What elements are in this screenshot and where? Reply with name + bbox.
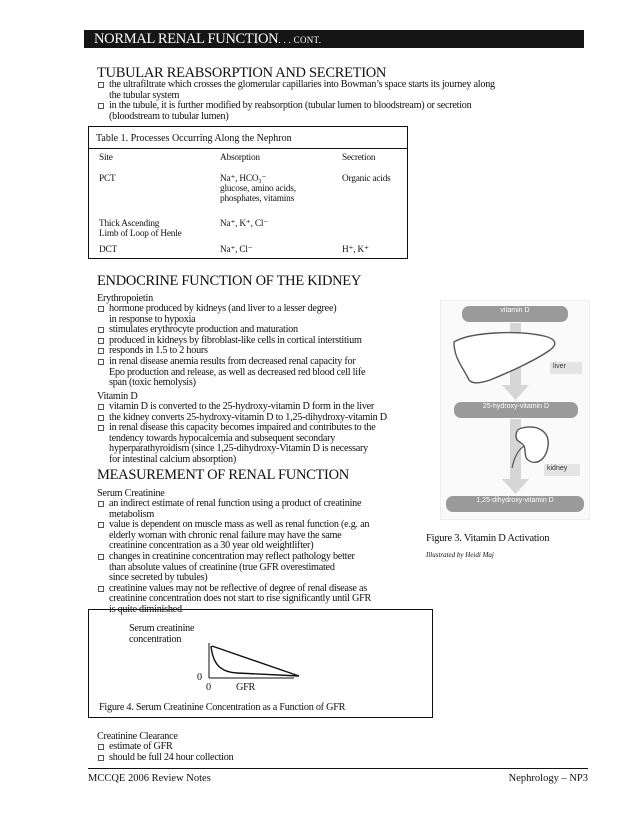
bullet-item (97, 499, 427, 520)
footer-divider (88, 768, 588, 769)
text-line: H⁺, K⁺ (342, 245, 369, 255)
text-line: glucose, amino acids, (220, 184, 296, 195)
bullet-line: produced in kidneys by fibroblast-like cells in cortical interstitium (109, 334, 362, 346)
bullet-line: hormone produced by kidneys (and liver to a lesser degree) (109, 303, 337, 314)
liver-label: liver (553, 363, 566, 370)
bullet-box-icon (98, 586, 104, 592)
arrow-shaft-icon (510, 419, 521, 479)
table-header-secretion: Secretion (342, 153, 376, 163)
bullet-line: creatinine concentration does not start to rise significantly until GFR (109, 593, 372, 605)
bullet-box-icon (98, 744, 104, 750)
bullet-line: Epo production and release, as well as decreased red blood cell life (109, 366, 366, 378)
bullet-line: responds in 1.5 to 2 hours (109, 345, 208, 357)
bullet-item (97, 357, 427, 389)
bullet-box-icon (98, 404, 104, 410)
figure-4-box (88, 609, 433, 718)
bullet-line: for intestinal calcium absorption) (109, 453, 237, 465)
bullet-line: metabolism (109, 508, 155, 520)
bullet-box-icon (98, 501, 104, 507)
bullet-line: stimulates erythrocyte production and maturation (109, 324, 298, 336)
bullet-line: vitamin D is converted to the 25-hydroxy-vitamin D form in the liver (109, 401, 375, 412)
bullet-box-icon (98, 554, 104, 560)
dihydroxy-vitamin-d-box-label: 1,25-dihydroxy-vitamin D (476, 497, 554, 504)
bullet-box-icon (98, 522, 104, 528)
table-cell-site (99, 219, 182, 239)
figure-4-curve-upper (212, 646, 299, 676)
bullet-line: is quite diminished (109, 603, 182, 615)
bullet-line: creatinine concentration as a 30 year old weightlifter) (109, 540, 314, 552)
bullet-box-icon (98, 338, 104, 344)
table-caption-divider (89, 148, 407, 149)
bullet-line: changes in creatinine concentration may reflect pathology better (109, 550, 355, 562)
bullet-line: creatinine values may not be reflective of degree of renal disease as (109, 582, 367, 594)
bullet-line: since secreted by tubules) (109, 572, 208, 584)
table-header-site: Site (99, 153, 113, 163)
table-cell-absorption (220, 174, 296, 205)
bullet-box-icon (98, 755, 104, 761)
measurement-heading: MEASUREMENT OF RENAL FUNCTION (97, 467, 349, 483)
bullet-line: in renal disease this capacity becomes impaired and contributes to the (109, 422, 376, 434)
figure-3-diagram (440, 300, 590, 520)
bullet-box-icon (98, 82, 104, 88)
bullet-box-icon (98, 415, 104, 421)
vitamin-d-title: Vitamin D (97, 391, 138, 402)
bullet-line: the tubular system (109, 89, 180, 101)
bullet-line: elderly woman with chronic renal failure may have the same (109, 529, 342, 541)
figure-4-xlabel: GFR (236, 682, 256, 693)
kidney-label: kidney (547, 465, 568, 472)
creatinine-clearance-bullets (97, 742, 397, 763)
serum-creatinine-bullets (97, 499, 427, 616)
erythropoietin-title: Erythropoietin (97, 293, 153, 304)
figure-3-caption: Figure 3. Vitamin D Activation (426, 533, 550, 544)
figure-3-credit: Illustrated by Heidi Maj (426, 551, 494, 559)
erythropoietin-bullets (97, 304, 427, 389)
text-line: Thick Ascending (99, 219, 160, 229)
table-header-absorption: Absorption (220, 153, 260, 163)
bullet-item (97, 402, 432, 413)
figure-4-caption: Figure 4. Serum Creatinine Concentration as a Function of GFR (99, 702, 346, 713)
hydroxy-vitamin-d-box-label: 25-hydroxy-vitamin D (482, 403, 550, 410)
endocrine-heading: ENDOCRINE FUNCTION OF THE KIDNEY (97, 273, 362, 289)
text-line: Limb of Loop of Henle (99, 229, 182, 240)
bullet-item (97, 423, 432, 465)
footer-right: Nephrology – NP3 (508, 773, 588, 784)
bullet-line: the kidney converts 25-hydroxy-vitamin D to 1,25-dihydroxy-vitamin D (109, 411, 387, 423)
text-line: Na⁺, Cl⁻ (220, 245, 253, 255)
section-header-title: NORMAL RENAL FUNCTION (94, 31, 279, 47)
serum-creatinine-title: Serum Creatinine (97, 488, 165, 499)
table-cell-site (99, 245, 117, 255)
vitamin-d-box-label: vitamin D (500, 307, 530, 314)
text-line: phosphates, vitamins (220, 194, 294, 205)
bullet-box-icon (98, 359, 104, 365)
bullet-line: tendency towards hypocalcemia and subsequent secondary (109, 432, 336, 444)
table-cell-absorption (220, 245, 253, 255)
bullet-box-icon (98, 348, 104, 354)
vitamin-d-bullets (97, 402, 432, 466)
bullet-item (97, 552, 427, 584)
text-line: PCT (99, 174, 116, 184)
bullet-box-icon (98, 425, 104, 431)
text-line: Na⁺, K⁺, Cl⁻ (220, 219, 268, 229)
bullet-item (97, 304, 427, 325)
text-line: Serum creatinine (129, 623, 195, 634)
bullet-item (97, 753, 397, 764)
table-cell-site (99, 174, 115, 184)
bullet-item (97, 101, 577, 122)
bullet-item (97, 80, 577, 101)
tubular-heading: TUBULAR REABSORPTION AND SECRETION (97, 65, 387, 81)
table-cell-absorption (220, 219, 268, 229)
bullet-line: estimate of GFR (109, 741, 173, 752)
figure-4-y-zero: 0 (197, 672, 202, 683)
bullet-box-icon (98, 103, 104, 109)
creatinine-clearance-title: Creatinine Clearance (97, 731, 178, 742)
text-line: concentration (129, 633, 182, 645)
bullet-line: span (toxic hemolysis) (109, 377, 196, 389)
text-line: Na⁺, HCO₃⁻ (220, 174, 267, 184)
text-line: DCT (99, 245, 117, 255)
tubular-bullets (97, 80, 577, 122)
bullet-item (97, 742, 397, 753)
bullet-item (97, 520, 427, 552)
bullet-line: value is dependent on muscle mass as well as renal function (e.g. an (109, 519, 370, 531)
section-header-bar (84, 30, 584, 48)
bullet-line: should be full 24 hour collection (109, 751, 234, 763)
bullet-line: hyperparathyroidism (since 1,25-dihydroxy-Vitamin D is necessary (109, 443, 368, 455)
bullet-line: in the tubule, it is further modified by reabsorption (tubular lumen to bloodstream) or secretion (109, 100, 472, 112)
table-processes-nephron (88, 126, 408, 259)
bullet-line: the ultrafiltrate which crosses the glomerular capillaries into Bowman’s space starts its journey along (109, 79, 495, 90)
footer-left: MCCQE 2006 Review Notes (88, 773, 211, 784)
bullet-line: (bloodstream to tubular lumen) (109, 110, 229, 122)
table-caption: Table 1. Processes Occurring Along the Nephron (96, 133, 292, 144)
figure-4-x-zero: 0 (206, 682, 211, 693)
text-line: Organic acids (342, 174, 391, 184)
figure-4-graph (89, 610, 432, 717)
section-header-suffix: . . . CONT. (278, 35, 322, 45)
bullet-line: than absolute values of creatinine (true GFR overestimated (109, 561, 335, 573)
bullet-box-icon (98, 327, 104, 333)
table-cell-secretion (342, 174, 391, 184)
bullet-line: an indirect estimate of renal function using a product of creatinine (109, 498, 362, 509)
bullet-line: in renal disease anemia results from decreased renal capacity for (109, 355, 356, 367)
bullet-box-icon (98, 306, 104, 312)
bullet-line: in response to hypoxia (109, 313, 196, 325)
table-cell-secretion (342, 245, 369, 255)
